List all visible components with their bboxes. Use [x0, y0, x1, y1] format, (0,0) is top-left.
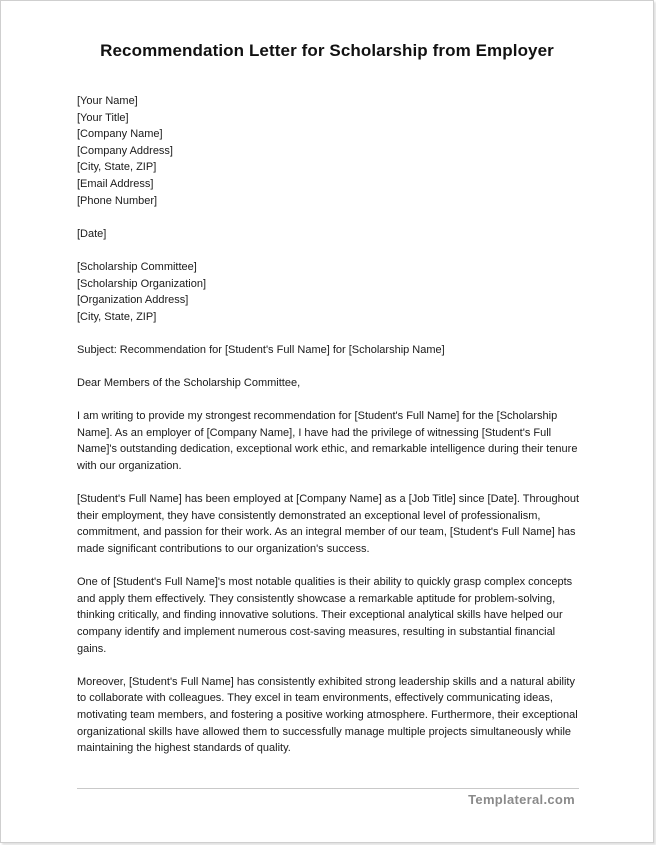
recipient-block	[77, 259, 585, 325]
recipient-line: [Organization Address]	[77, 294, 189, 307]
sender-line: [Company Name]	[77, 128, 163, 141]
footer-divider	[77, 788, 579, 789]
recipient-line: [Scholarship Committee]	[77, 260, 197, 273]
body-paragraph: One of [Student's Full Name]'s most notable qualities is their ability to quickly grasp complex concepts and apply them effectively. They consistently showcase a remarkable aptitude for problem-solving, thinking critically, and finding innovative solutions. Their exceptional analytical skills have helped our company identify and implement numerous cost-saving measures, resulting in substantial financial gains.	[77, 576, 573, 655]
body-paragraph: Moreover, [Student's Full Name] has consistently exhibited strong leadership skills and a natural ability to collaborate with colleagues. They excel in team environments, effectively communicating ideas, motivating team members, and fostering a positive working atmosphere. Furthermore, their exceptional organizational skills have allowed them to successfully manage multiple projects simultaneously while maintaining the highest standards of quality.	[77, 675, 578, 755]
letter-salutation: Dear Members of the Scholarship Committee,	[77, 377, 301, 390]
recipient-line: [Scholarship Organization]	[77, 277, 207, 290]
sender-line: [Your Title]	[77, 111, 129, 124]
sender-line: [Phone Number]	[77, 194, 158, 207]
letter-subject: Subject: Recommendation for [Student's Full Name] for [Scholarship Name]	[77, 343, 445, 356]
document-title: Recommendation Letter for Scholarship from Employer	[100, 41, 554, 60]
footer-brand: Templateral.com	[468, 792, 575, 807]
body-paragraph: I am writing to provide my strongest recommendation for [Student's Full Name] for the [Scholarship Name]. As an employer of [Company Name], I have had the privilege of witnessing [Student's Full Name]'s outstanding dedication, exceptional work ethic, and remarkable intelligence during their tenure with our organization.	[77, 410, 578, 473]
subject-block	[77, 342, 585, 359]
sender-block	[77, 93, 585, 209]
letter-date: [Date]	[77, 227, 107, 240]
sender-line: [Company Address]	[77, 144, 173, 157]
recipient-line: [City, State, ZIP]	[77, 310, 157, 323]
sender-line: [Email Address]	[77, 177, 154, 190]
sender-line: [City, State, ZIP]	[77, 161, 157, 174]
salutation-block	[77, 375, 585, 392]
body-paragraph: [Student's Full Name] has been employed at [Company Name] as a [Job Title] since [Date]. Throughout their employment, they have consistently demonstrated an exceptional level of professionalism, commitment, and passion for their work. As an integral member of our team, [Student's Full Name] has made significant contributions to our organization's success.	[77, 493, 580, 556]
letter-body	[77, 93, 585, 773]
sender-line: [Your Name]	[77, 95, 138, 107]
date-block	[77, 226, 585, 243]
